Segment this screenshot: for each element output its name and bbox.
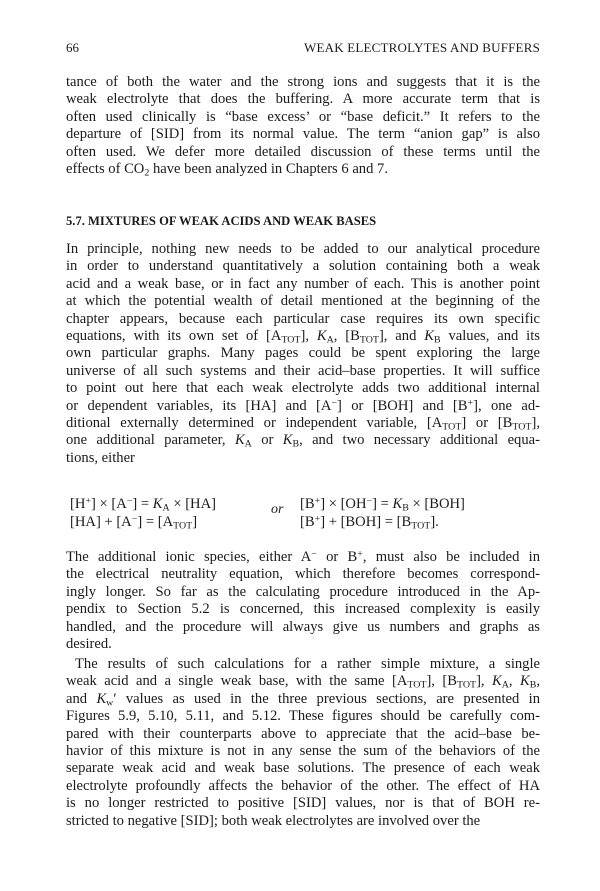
subscript: TOT — [442, 421, 462, 433]
subscript: A — [501, 679, 509, 691]
superscript: − — [126, 495, 133, 507]
equation-acid-equilibrium — [70, 496, 216, 513]
text-run: ] = — [372, 496, 393, 512]
subscript: TOT — [359, 334, 379, 346]
text-line — [66, 760, 540, 777]
text-run: handled, and the procedure will always give us numbers and graphs as — [66, 618, 540, 635]
text-line — [66, 276, 540, 293]
text-run: chapter appears, because each particular case requires its own specific — [66, 310, 540, 327]
text-run: ] = — [132, 496, 153, 512]
text-run: × [BOH] — [408, 496, 465, 512]
text-run: at which the potential wealth of detail mentioned at the beginning of the — [66, 293, 540, 310]
text-line — [66, 584, 540, 601]
text-run: ditional externally determined or independent variable, [A — [66, 414, 443, 431]
italic-symbol: K — [316, 327, 327, 344]
text-line — [66, 778, 540, 795]
paragraph-2 — [66, 241, 540, 467]
text-line — [66, 601, 540, 618]
text-run: universe of all such systems and their acid–base properties. It will suffice — [66, 362, 540, 379]
subscript: TOT — [456, 679, 477, 691]
text-run: The additional ionic species, either A — [66, 549, 312, 565]
text-line — [66, 726, 540, 743]
text-run: , — [508, 673, 520, 690]
text-line — [66, 708, 540, 725]
text-run: weak acid and a single weak base, with the same [A — [66, 673, 408, 690]
paragraph-4 — [66, 656, 540, 830]
text-line — [66, 363, 540, 380]
text-run: [B — [300, 496, 315, 512]
text-run: in order to understand quantitatively a solution containing both a weak — [66, 258, 540, 275]
equation-base-equilibrium — [300, 496, 465, 513]
subscript: TOT — [512, 421, 532, 433]
text-run: ] × [A — [91, 496, 127, 512]
text-run: ] = [A — [137, 514, 174, 530]
subscript: TOT — [281, 334, 301, 346]
subscript: A — [162, 502, 170, 514]
italic-symbol: K — [492, 673, 502, 690]
superscript: − — [366, 495, 373, 507]
text-line — [66, 415, 540, 432]
text-run: pared with their counterparts above to appreciate that the acid–base be- — [66, 725, 540, 742]
text-run: values, and its — [440, 327, 540, 344]
text-line — [66, 813, 540, 830]
subscript: B — [433, 334, 441, 346]
text-run: or dependent variables, its [HA] and [A — [66, 397, 332, 414]
text-run: one additional parameter, — [66, 432, 235, 449]
text-line — [66, 566, 540, 583]
text-line — [66, 91, 540, 108]
text-line — [66, 656, 540, 673]
superscript: − — [131, 513, 138, 525]
text-line — [66, 258, 540, 275]
text-line — [66, 161, 540, 178]
text-run: separate weak acid and weak base solutions. The presence of each weak — [66, 760, 540, 777]
text-run: acid and a weak base, or in fact any number of each. This is another point — [66, 275, 540, 292]
text-line — [66, 109, 540, 126]
text-run: equations, with its own set of [A — [66, 327, 282, 344]
text-run: ], — [531, 414, 540, 431]
text-run: ] — [192, 514, 198, 530]
text-line — [66, 311, 540, 328]
text-run: [H — [70, 496, 86, 512]
text-line — [66, 619, 540, 636]
text-line — [66, 636, 540, 653]
equation-connector: or — [271, 502, 284, 517]
text-run: ingly longer. So far as the calculating procedure introduced in the Ap- — [66, 583, 540, 600]
text-line — [66, 673, 540, 690]
equation-base-mass-balance — [300, 514, 439, 531]
text-run: , [B — [333, 327, 360, 344]
text-run: desired. — [66, 635, 112, 652]
superscript: + — [357, 548, 363, 560]
running-title: WEAK ELECTROLYTES AND BUFFERS — [304, 40, 540, 55]
text-run: often used. We defer more detailed discussion of these terms until the — [66, 143, 540, 160]
equation-acid-mass-balance — [70, 514, 197, 531]
text-line — [66, 743, 540, 760]
text-run: ]. — [430, 514, 439, 530]
text-run: the electrical neutrality equation, which therefore becomes correspond- — [66, 566, 540, 583]
text-line — [66, 549, 540, 566]
italic-symbol: K — [234, 432, 245, 449]
text-run: In principle, nothing new needs to be added to our analytical procedure — [66, 241, 540, 257]
italic-symbol: K — [282, 432, 293, 449]
subscript: A — [244, 438, 252, 450]
text-run: ], and — [378, 327, 425, 344]
text-run: ] + [BOH] = [B — [320, 514, 412, 530]
text-line — [66, 691, 540, 708]
text-run: The results of such calculations for a rather simple mixture, a single — [75, 656, 540, 672]
text-run: ] × [OH — [320, 496, 367, 512]
subscript: TOT — [411, 520, 431, 532]
text-run: effects of CO — [66, 160, 145, 177]
text-run: ] or [BOH] and [B — [337, 397, 468, 414]
page-number: 66 — [66, 40, 79, 55]
superscript: + — [467, 397, 474, 409]
text-line — [66, 144, 540, 161]
text-run: , must also be included in — [362, 549, 541, 565]
superscript: + — [314, 513, 321, 525]
italic-symbol: K — [392, 496, 403, 512]
text-run: ], — [476, 673, 493, 690]
italic-symbol: K — [424, 327, 434, 344]
text-run: pendix to Section 5.2 is concerned, this increased complexity is easily — [66, 601, 540, 618]
subscript: TOT — [407, 679, 427, 691]
text-run: own particular graphs. Many pages could be spent exploring the large — [66, 345, 540, 362]
text-line — [66, 432, 540, 449]
text-run: ′ values as used in the three previous sections, are presented in — [113, 690, 540, 707]
text-run: have been analyzed in Chapters 6 and 7. — [149, 160, 388, 177]
subscript: TOT — [173, 520, 193, 532]
subscript: A — [326, 334, 334, 346]
text-run: [B — [300, 514, 315, 530]
text-run: or — [251, 432, 283, 449]
text-run: tions, either — [66, 449, 135, 466]
text-run: tance of both the water and the strong ions and suggests that it is the — [66, 74, 540, 90]
text-run: ], — [300, 327, 317, 344]
subscript: B — [402, 502, 409, 514]
subscript: B — [529, 679, 537, 691]
text-line — [66, 241, 540, 258]
text-run: weak electrolyte that does the buffering. A more accurate term that is — [66, 91, 540, 108]
text-run: , — [536, 673, 540, 690]
text-line — [66, 450, 540, 467]
text-run: electrolyte profoundly affects the behavior of the other. The effect of HA — [66, 777, 540, 794]
text-line — [66, 328, 540, 345]
text-run: Figures 5.9, 5.10, 5.11, and 5.12. These figures should be carefully com- — [66, 708, 540, 725]
paragraph-3 — [66, 549, 540, 653]
text-run: × [HA] — [169, 496, 216, 512]
text-run: ] or [B — [461, 414, 513, 431]
text-run: is no longer restricted to positive [SID] values, nor is that of BOH re- — [66, 795, 540, 812]
text-run: ], [B — [426, 673, 457, 690]
text-run: stricted to negative [SID]; both weak electrolytes are involved over the — [66, 812, 481, 829]
superscript: − — [311, 548, 317, 560]
text-line — [66, 345, 540, 362]
subscript: 2 — [144, 167, 150, 179]
italic-symbol: K — [96, 690, 107, 707]
italic-symbol: K — [520, 673, 530, 690]
text-run: ], one ad- — [473, 397, 540, 414]
text-run: or B — [316, 549, 358, 565]
text-line — [66, 380, 540, 397]
text-line — [66, 795, 540, 812]
text-run: havior of this mixture is not in any sense the sum of the behaviors of the — [66, 742, 540, 759]
superscript: + — [85, 495, 91, 507]
subscript: B — [292, 438, 300, 450]
text-line — [66, 126, 540, 143]
text-run: and — [66, 690, 97, 707]
text-run: often used clinically is “base excess’ or “base deficit.” It refers to the — [66, 108, 540, 125]
section-heading: 5.7. MIXTURES OF WEAK ACIDS AND WEAK BASES — [66, 214, 377, 228]
text-line — [66, 74, 540, 91]
text-line — [66, 398, 540, 415]
text-run: , and two necessary additional equa- — [299, 432, 540, 449]
text-run: to point out here that each weak electrolyte adds two additional internal — [66, 380, 540, 397]
text-run: [HA] + [A — [70, 514, 132, 530]
subscript: w — [106, 697, 114, 709]
superscript: + — [314, 495, 321, 507]
paragraph-1 — [66, 74, 540, 178]
text-run: departure of [SID] from its normal value. The term “anion gap” is also — [66, 126, 540, 143]
text-line — [66, 293, 540, 310]
superscript: − — [331, 397, 338, 409]
italic-symbol: K — [152, 496, 163, 512]
